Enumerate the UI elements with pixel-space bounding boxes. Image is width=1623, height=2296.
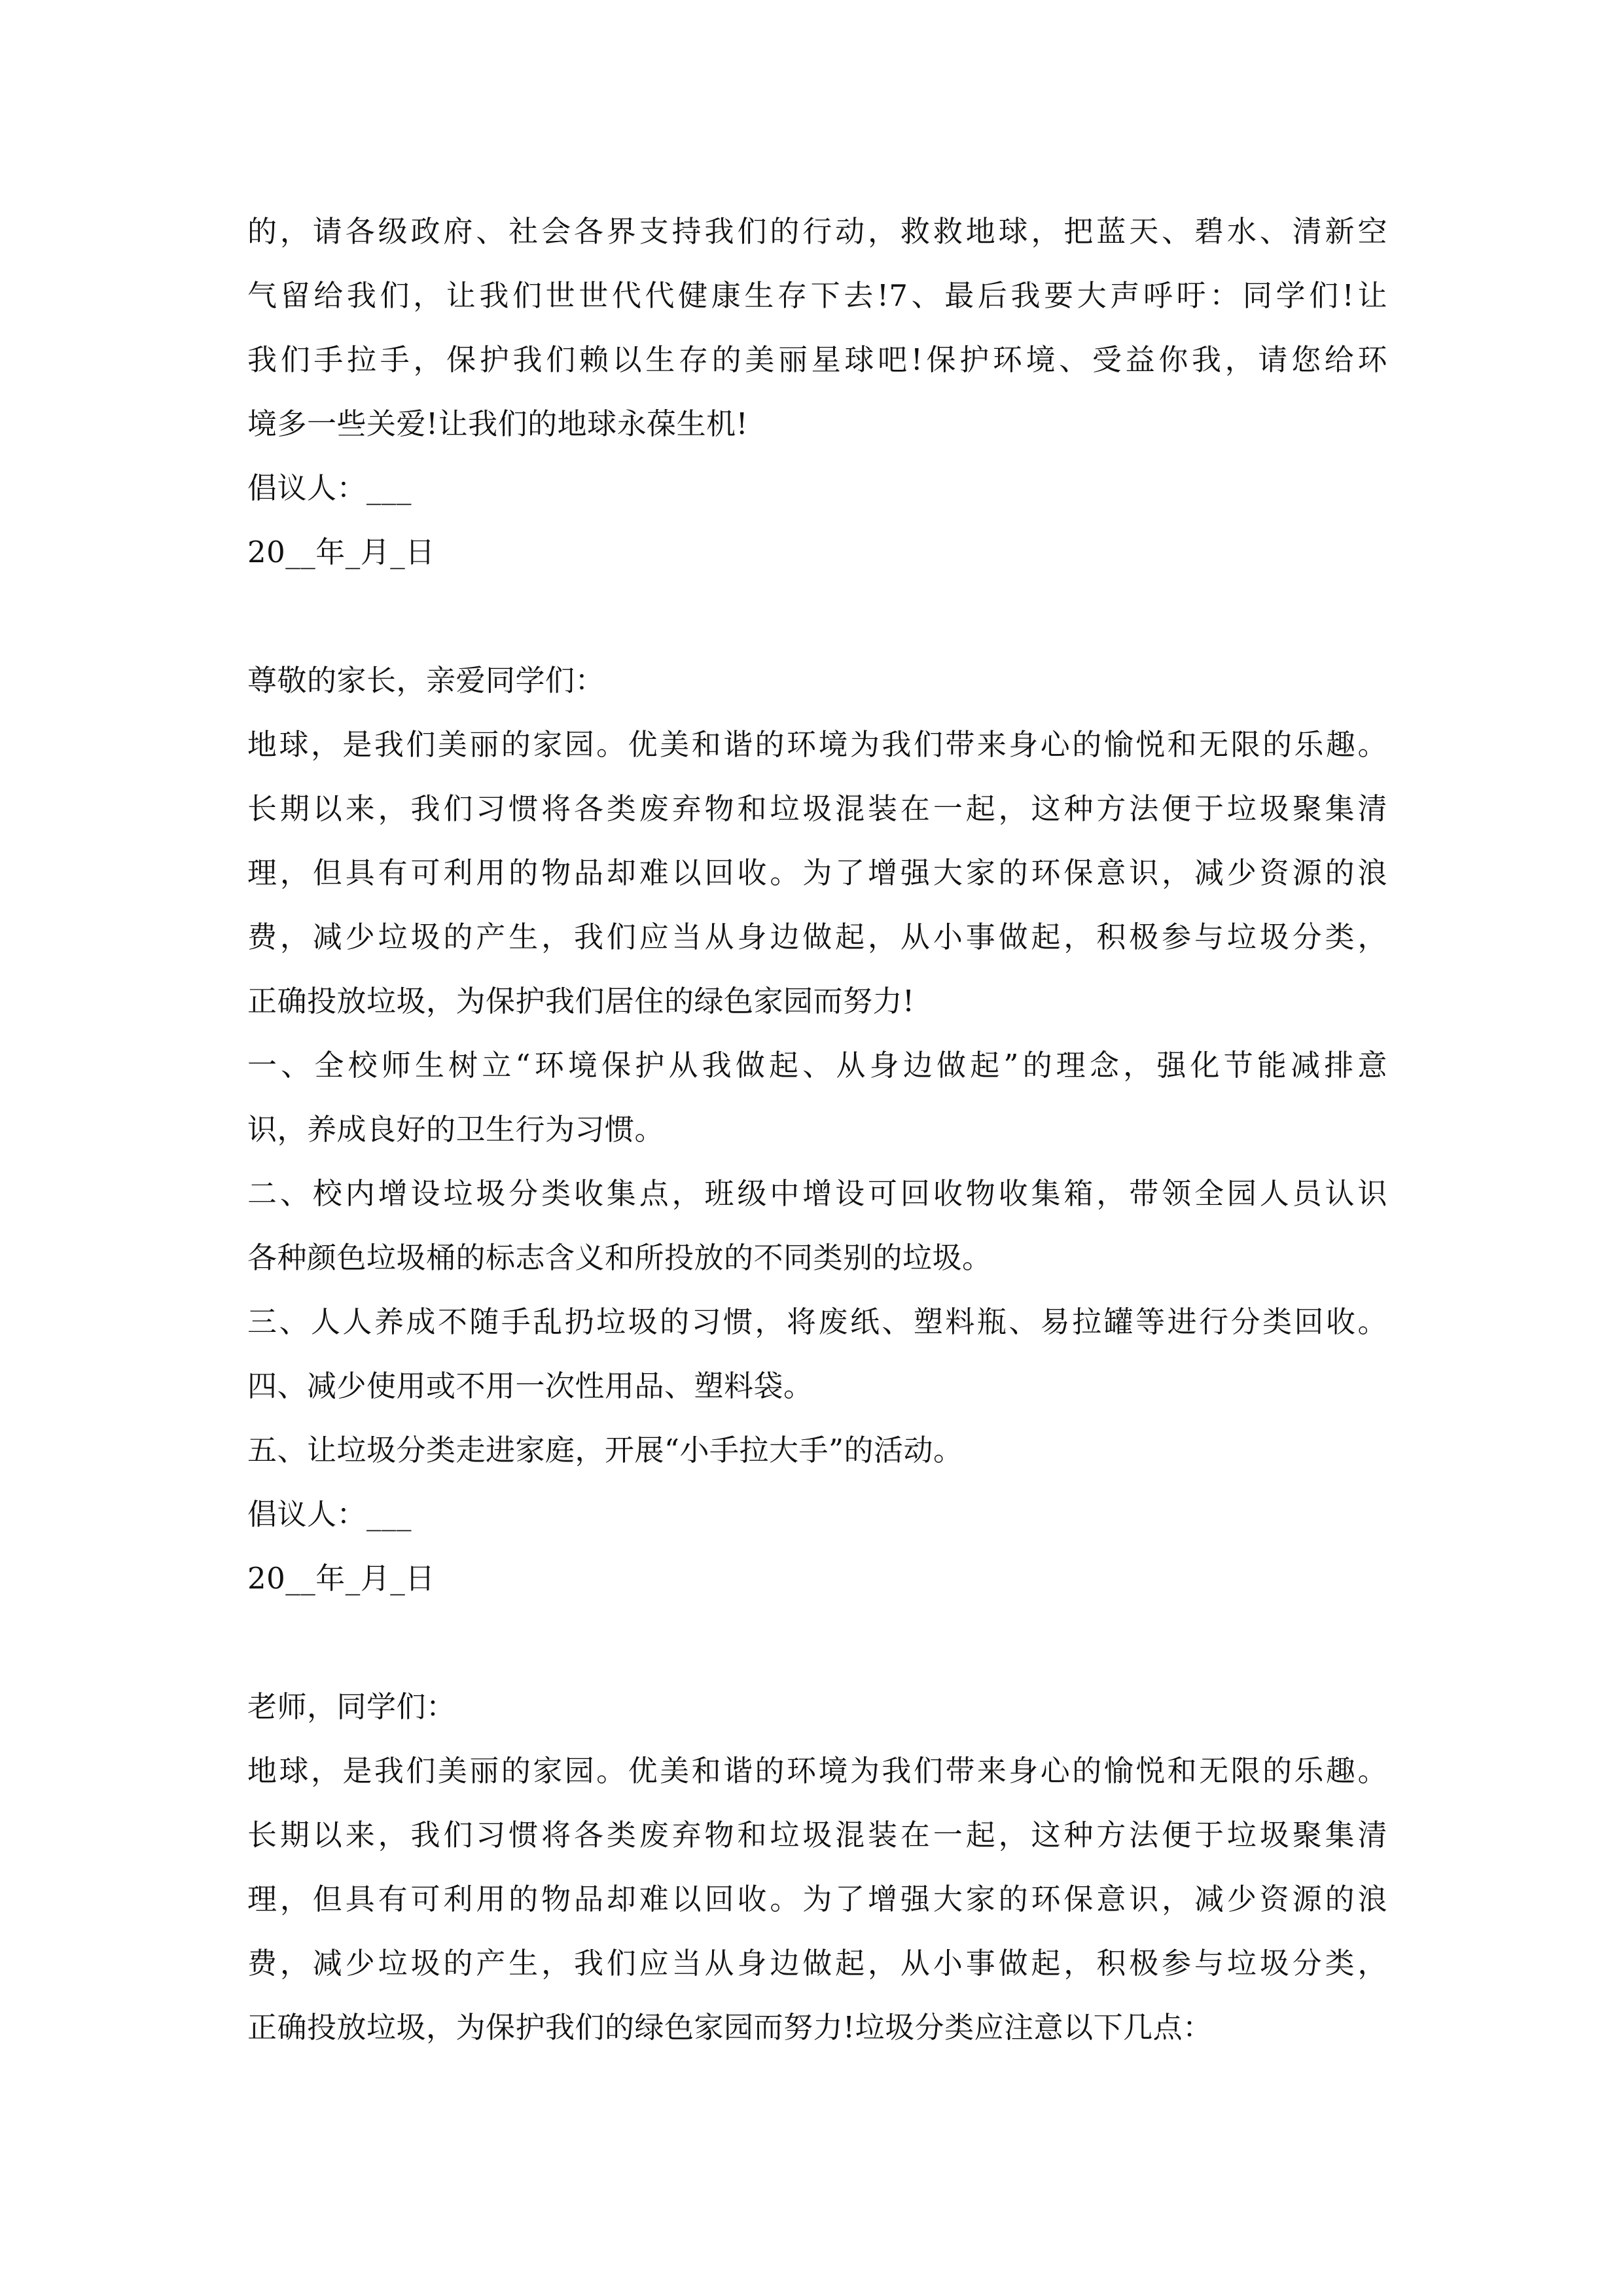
- list-item-2: 二、校内增设垃圾分类收集点，班级中增设可回收物收集箱，带领全园人员认识: [247, 1176, 1387, 1211]
- paragraph-line: 我们手拉手，保护我们赖以生存的美丽星球吧!保护环境、受益你我，请您给环: [247, 342, 1387, 377]
- signer-line: 倡议人：___: [247, 1497, 412, 1532]
- greeting: 老师，同学们：: [247, 1689, 456, 1724]
- list-item-4: 四、减少使用或不用一次性用品、塑料袋。: [247, 1369, 813, 1403]
- list-item-5: 五、让垃圾分类走进家庭，开展“小手拉大手”的活动。: [247, 1433, 963, 1467]
- paragraph-line: 费，减少垃圾的产生，我们应当从身边做起，从小事做起，积极参与垃圾分类，: [247, 920, 1387, 954]
- paragraph-line: 长期以来，我们习惯将各类废弃物和垃圾混装在一起，这种方法便于垃圾聚集清: [247, 791, 1387, 826]
- list-item-2-cont: 各种颜色垃圾桶的标志含义和所投放的不同类别的垃圾。: [247, 1240, 992, 1275]
- signer-line: 倡议人：___: [247, 471, 412, 505]
- paragraph-line: 地球，是我们美丽的家园。优美和谐的环境为我们带来身心的愉悦和无限的乐趣。: [247, 1753, 1387, 1788]
- section-gap: [247, 584, 1387, 649]
- paragraph-line: 理，但具有可利用的物品却难以回收。为了增强大家的环保意识，减少资源的浪: [247, 1882, 1387, 1916]
- paragraph-line: 境多一些关爱!让我们的地球永葆生机!: [247, 406, 749, 441]
- section-gap: [247, 1611, 1387, 1675]
- paragraph-line: 地球，是我们美丽的家园。优美和谐的环境为我们带来身心的愉悦和无限的乐趣。: [247, 727, 1387, 762]
- document-body: [247, 200, 1387, 2060]
- paragraph-line: 正确投放垃圾，为保护我们居住的绿色家园而努力!: [247, 984, 915, 1018]
- date-line: 20__年_月_日: [247, 535, 435, 569]
- paragraph-line: 正确投放垃圾，为保护我们的绿色家园而努力!垃圾分类应注意以下几点：: [247, 2010, 1213, 2045]
- paragraph-line: 理，但具有可利用的物品却难以回收。为了增强大家的环保意识，减少资源的浪: [247, 855, 1387, 890]
- paragraph-line: 的，请各级政府、社会各界支持我们的行动，救救地球，把蓝天、碧水、清新空: [247, 214, 1387, 249]
- list-item-3: 三、人人养成不随手乱扔垃圾的习惯，将废纸、塑料瓶、易拉罐等进行分类回收。: [247, 1304, 1387, 1339]
- section-3: [247, 1675, 1387, 2060]
- list-item-1: 一、全校师生树立“环境保护从我做起、从身边做起”的理念，强化节能减排意: [247, 1048, 1387, 1083]
- greeting: 尊敬的家长，亲爱同学们：: [247, 663, 605, 698]
- paragraph-line: 费，减少垃圾的产生，我们应当从身边做起，从小事做起，积极参与垃圾分类，: [247, 1946, 1387, 1981]
- paragraph-line: 气留给我们，让我们世世代代健康生存下去!7、最后我要大声呼吁：同学们!让: [247, 278, 1387, 313]
- date-line: 20__年_月_日: [247, 1561, 435, 1596]
- list-item-1-cont: 识，养成良好的卫生行为习惯。: [247, 1112, 665, 1147]
- paragraph-line: 长期以来，我们习惯将各类废弃物和垃圾混装在一起，这种方法便于垃圾聚集清: [247, 1818, 1387, 1852]
- section-1: [247, 200, 1387, 584]
- section-2: [247, 649, 1387, 1611]
